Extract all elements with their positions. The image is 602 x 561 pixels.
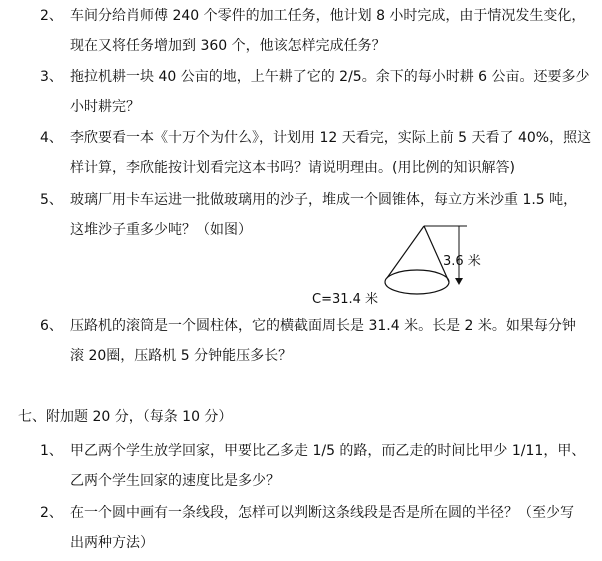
bonus-2-number: 2、 <box>40 505 63 521</box>
problem-2-number: 2、 <box>40 8 63 24</box>
cone-base-ellipse <box>385 270 449 294</box>
problem-5-line-1: 玻璃厂用卡车运进一批做玻璃用的沙子，堆成一个圆锥体，每立方米沙重 1.5 吨， <box>70 192 578 208</box>
bonus-1-line-2: 乙两个学生回家的速度比是多少？ <box>70 473 280 489</box>
cone-height-label: 3.6 米 <box>443 254 481 269</box>
section-7-title: 七、附加题 20 分，（每条 10 分） <box>18 409 233 425</box>
problem-5-number: 5、 <box>40 192 63 208</box>
problem-4-line-1: 李欣要看一本《十万个为什么》，计划用 12 天看完，实际上前 5 天看了 40%，照这 <box>70 130 592 146</box>
problem-5-line-2: 这堆沙子重多少吨？（如图） <box>70 222 252 238</box>
height-arrow-head <box>455 278 463 285</box>
bonus-1-line-1: 甲乙两个学生放学回家，甲要比乙多走 1/5 的路，而乙走的时间比甲少 1/11，甲、 <box>70 443 586 459</box>
problem-2-line-2: 现在又将任务增加到 360 个，他该怎样完成任务？ <box>70 38 386 54</box>
problem-4-line-2: 样计算，李欣能按计划看完这本书吗？请说明理由。(用比例的知识解答) <box>70 160 515 176</box>
problem-2-line-1: 车间分给肖师傅 240 个零件的加工任务，他计划 8 小时完成，由于情况发生变化， <box>70 8 586 24</box>
problem-6-number: 6、 <box>40 318 63 334</box>
problem-3-line-1: 拖拉机耕一块 40 公亩的地，上午耕了它的 2/5。余下的每小时耕 6 公亩。还要多少 <box>70 69 590 85</box>
bonus-2-line-2: 出两种方法） <box>70 535 154 551</box>
problem-6-line-2: 滚 20圈，压路机 5 分钟能压多长？ <box>70 348 293 364</box>
problem-6-line-1: 压路机的滚筒是一个圆柱体，它的横截面周长是 31.4 米。长是 2 米。如果每分钟 <box>70 318 576 334</box>
cone-circumference-label: C=31.4 米 <box>312 292 379 307</box>
problem-4-number: 4、 <box>40 130 63 146</box>
bonus-2-line-1: 在一个圆中画有一条线段，怎样可以判断这条线段是否是所在圆的半径？（至少写 <box>70 505 574 521</box>
problem-3-line-2: 小时耕完？ <box>70 99 140 115</box>
problem-3-number: 3、 <box>40 69 63 85</box>
bonus-1-number: 1、 <box>40 443 63 459</box>
